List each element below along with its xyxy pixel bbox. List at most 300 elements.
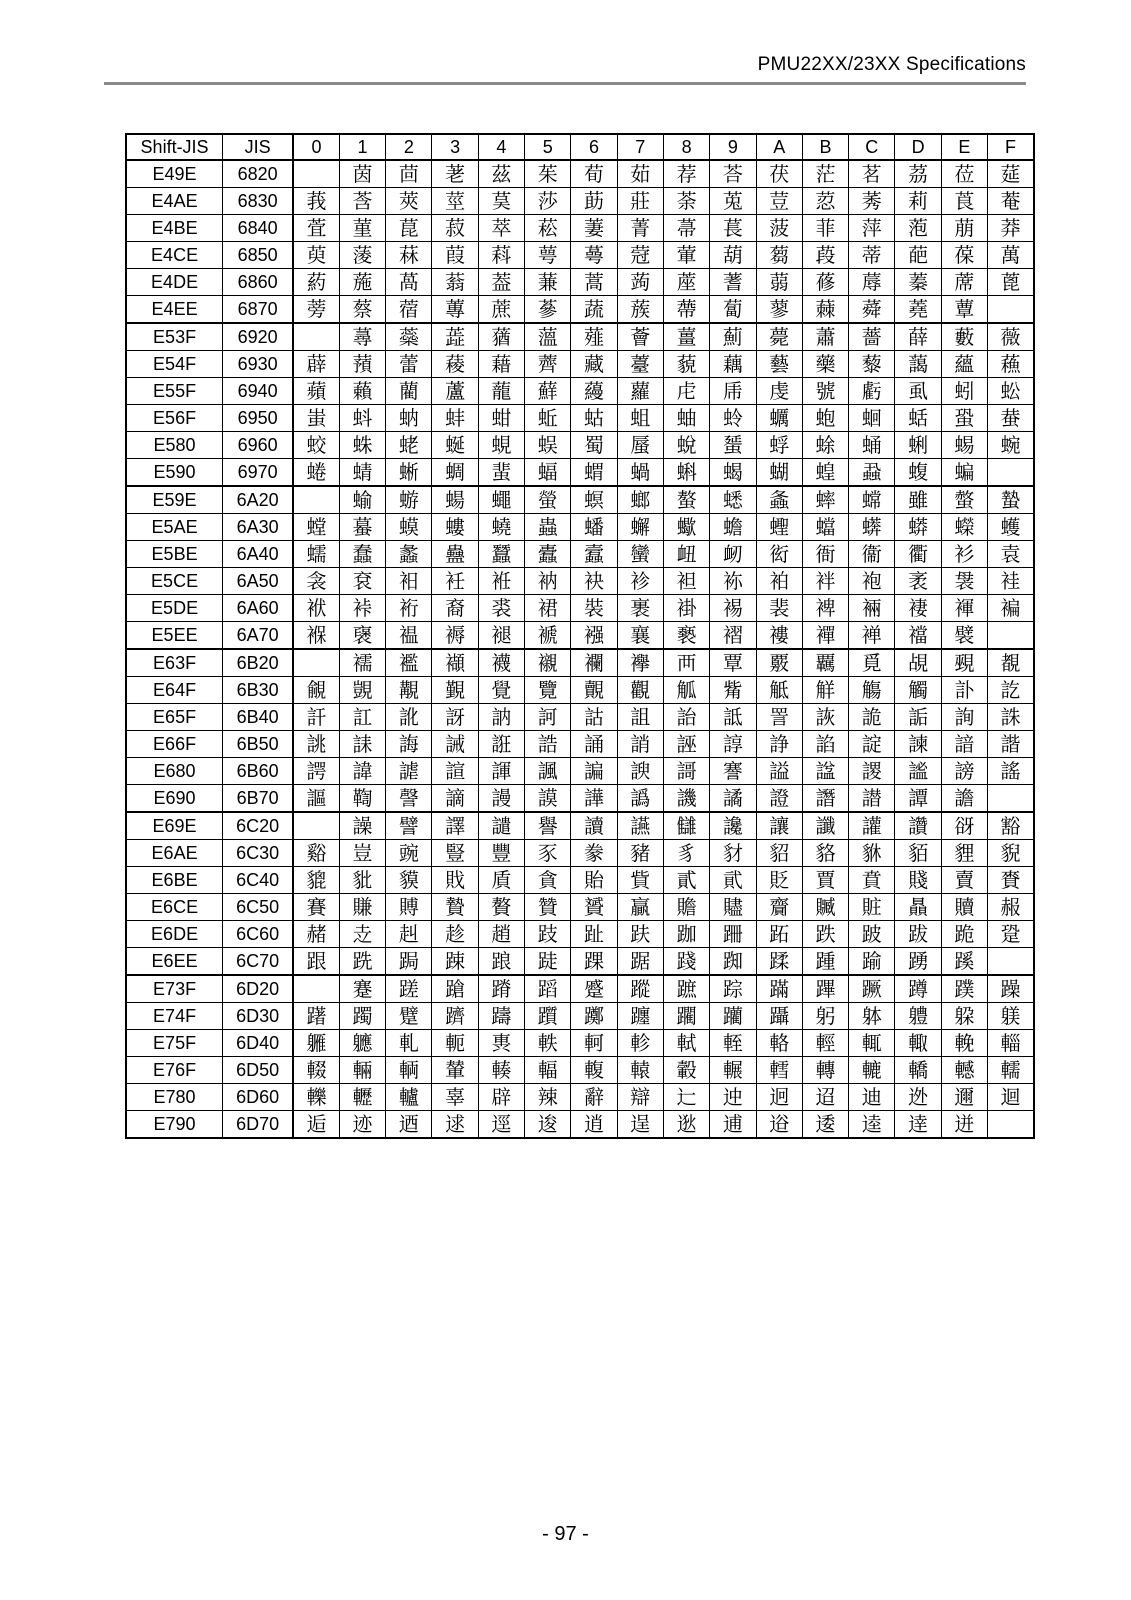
kanji-cell: 袰 (941, 568, 987, 595)
column-header: 4 (478, 134, 524, 160)
kanji-cell: 跚 (710, 921, 756, 948)
jis-code: 6B40 (223, 704, 293, 731)
kanji-cell: 誅 (988, 704, 1034, 731)
kanji-cell: 覿 (571, 677, 617, 704)
kanji-cell: 藜 (849, 351, 895, 378)
kanji-cell: 蟠 (571, 514, 617, 541)
kanji-cell: 豁 (988, 812, 1034, 840)
kanji-cell: 豌 (386, 840, 432, 867)
kanji-cell: 蜒 (432, 432, 478, 459)
kanji-cell: 蝌 (663, 459, 709, 487)
kanji-cell: 輊 (710, 1030, 756, 1057)
kanji-cell: 轆 (849, 1057, 895, 1084)
kanji-cell: 譖 (802, 785, 848, 813)
kanji-cell: 軻 (571, 1030, 617, 1057)
kanji-cell: 轂 (663, 1057, 709, 1084)
kanji-cell: 覯 (386, 677, 432, 704)
kanji-cell: 賽 (293, 894, 339, 921)
kanji-cell: 誄 (339, 731, 385, 758)
kanji-cell (988, 622, 1034, 650)
kanji-cell (988, 785, 1034, 813)
kanji-cell: 蹈 (525, 975, 571, 1003)
kanji-cell: 詼 (802, 704, 848, 731)
kanji-cell: 訖 (988, 677, 1034, 704)
kanji-cell: 迪 (849, 1084, 895, 1111)
kanji-cell: 賤 (895, 867, 941, 894)
kanji-cell: 褻 (663, 622, 709, 650)
jis-code: 6920 (223, 323, 293, 351)
table-row (126, 595, 1034, 622)
kanji-cell: 蘰 (571, 378, 617, 405)
kanji-cell: 蘊 (941, 351, 987, 378)
kanji-cell: 蛩 (941, 405, 987, 432)
kanji-cell: 襁 (571, 622, 617, 650)
kanji-cell: 軼 (525, 1030, 571, 1057)
column-header: 3 (432, 134, 478, 160)
kanji-cell: 襦 (339, 649, 385, 677)
jis-code: 6940 (223, 378, 293, 405)
kanji-cell: 蝴 (756, 459, 802, 487)
kanji-cell: 蒭 (756, 242, 802, 269)
kanji-cell: 蹙 (571, 975, 617, 1003)
kanji-cell: 蟄 (988, 486, 1034, 514)
kanji-cell: 轌 (756, 1057, 802, 1084)
kanji-cell: 貶 (756, 867, 802, 894)
shift-jis-code: E580 (126, 432, 223, 459)
kanji-cell: 蟯 (478, 514, 524, 541)
kanji-cell: 薊 (710, 323, 756, 351)
kanji-cell: 萠 (941, 215, 987, 242)
kanji-cell: 跏 (663, 921, 709, 948)
kanji-cell: 乕 (710, 378, 756, 405)
kanji-cell: 赳 (386, 921, 432, 948)
kanji-cell: 莵 (710, 188, 756, 215)
kanji-cell: 誥 (525, 731, 571, 758)
kanji-cell: 輓 (941, 1030, 987, 1057)
kanji-cell: 襞 (941, 622, 987, 650)
kanji-cell: 貅 (849, 840, 895, 867)
table-row (126, 622, 1034, 650)
kanji-cell: 謖 (849, 758, 895, 785)
column-header: 6 (571, 134, 617, 160)
kanji-cell: 薛 (895, 323, 941, 351)
kanji-cell: 襄 (617, 622, 663, 650)
kanji-cell: 莇 (571, 188, 617, 215)
kanji-cell: 逍 (571, 1111, 617, 1139)
kanji-cell: 蜈 (525, 432, 571, 459)
kanji-cell: 萍 (849, 215, 895, 242)
table-row (126, 405, 1034, 432)
kanji-cell: 藾 (339, 378, 385, 405)
kanji-cell: 轜 (988, 1057, 1034, 1084)
kanji-cell: 轎 (895, 1057, 941, 1084)
kanji-cell: 趺 (617, 921, 663, 948)
kanji-cell: 輟 (293, 1057, 339, 1084)
jis-code: 6870 (223, 296, 293, 324)
kanji-cell: 覘 (895, 649, 941, 677)
kanji-cell: 蛻 (663, 432, 709, 459)
kanji-cell: 葩 (895, 242, 941, 269)
column-header: 0 (293, 134, 339, 160)
column-header: 1 (339, 134, 385, 160)
kanji-cell: 軈 (339, 1030, 385, 1057)
kanji-cell: 蓁 (895, 269, 941, 296)
kanji-cell: 謳 (293, 785, 339, 813)
kanji-cell: 輾 (710, 1057, 756, 1084)
kanji-cell: 蟾 (710, 514, 756, 541)
kanji-cell: 逕 (478, 1111, 524, 1139)
kanji-cell: 萋 (571, 215, 617, 242)
kanji-cell: 蛆 (617, 405, 663, 432)
kanji-cell: 贖 (941, 894, 987, 921)
kanji-cell: 蝨 (849, 459, 895, 487)
column-header: 2 (386, 134, 432, 160)
jis-code: 6C40 (223, 867, 293, 894)
kanji-cell: 覺 (478, 677, 524, 704)
kanji-cell: 褝 (849, 622, 895, 650)
kanji-cell: 觚 (663, 677, 709, 704)
kanji-cell: 迸 (941, 1111, 987, 1139)
table-row (126, 188, 1034, 215)
kanji-cell: 豐 (478, 840, 524, 867)
jis-code: 6C20 (223, 812, 293, 840)
table-row (126, 649, 1034, 677)
kanji-cell: 謗 (941, 758, 987, 785)
kanji-cell: 詭 (849, 704, 895, 731)
kanji-cell: 蝟 (571, 459, 617, 487)
kanji-cell: 蚋 (386, 405, 432, 432)
kanji-cell: 豢 (571, 840, 617, 867)
kanji-cell: 蹼 (941, 975, 987, 1003)
kanji-cell: 蘆 (432, 378, 478, 405)
kanji-cell: 軣 (478, 1030, 524, 1057)
kanji-cell: 襴 (571, 649, 617, 677)
kanji-cell: 萬 (988, 242, 1034, 269)
kanji-cell: 蒻 (756, 269, 802, 296)
kanji-cell: 蚓 (941, 378, 987, 405)
kanji-cell: 誡 (432, 731, 478, 758)
table-row (126, 351, 1034, 378)
column-header: 9 (710, 134, 756, 160)
kanji-cell: 蠅 (478, 486, 524, 514)
kanji-cell: 螽 (756, 486, 802, 514)
column-header: A (756, 134, 802, 160)
kanji-cell: 裲 (849, 595, 895, 622)
kanji-cell: 螳 (293, 514, 339, 541)
kanji-cell: 詁 (571, 704, 617, 731)
kanji-cell: 賁 (849, 867, 895, 894)
kanji-cell: 諚 (849, 731, 895, 758)
shift-jis-code: E780 (126, 1084, 223, 1111)
table-row (126, 785, 1034, 813)
kanji-cell: 躰 (849, 1003, 895, 1030)
kanji-cell: 訌 (339, 704, 385, 731)
kanji-cell: 蠱 (432, 541, 478, 568)
kanji-cell: 蛄 (571, 405, 617, 432)
kanji-cell: 踝 (571, 948, 617, 976)
kanji-cell: 蟀 (802, 486, 848, 514)
kanji-cell: 譛 (849, 785, 895, 813)
kanji-cell: 覃 (710, 649, 756, 677)
kanji-cell: 袢 (802, 568, 848, 595)
kanji-cell: 蹕 (802, 975, 848, 1003)
shift-jis-code: E790 (126, 1111, 223, 1139)
kanji-cell: 譏 (663, 785, 709, 813)
jis-code: 6D70 (223, 1111, 293, 1139)
column-header: F (988, 134, 1034, 160)
kanji-cell: 觸 (895, 677, 941, 704)
kanji-cell: 襠 (895, 622, 941, 650)
kanji-cell: 蓴 (432, 296, 478, 324)
shift-jis-code: E690 (126, 785, 223, 813)
kanji-cell: 荼 (663, 188, 709, 215)
kanji-cell: 貔 (293, 867, 339, 894)
kanji-cell: 蛯 (386, 432, 432, 459)
kanji-cell: 衙 (802, 541, 848, 568)
kanji-cell: 蜆 (478, 432, 524, 459)
kanji-cell: 裙 (525, 595, 571, 622)
shift-jis-code: E4AE (126, 188, 223, 215)
kanji-cell: 躬 (802, 1003, 848, 1030)
kanji-cell: 蝪 (432, 486, 478, 514)
kanji-cell: 謨 (525, 785, 571, 813)
kanji-cell: 藐 (663, 351, 709, 378)
kanji-cell: 莟 (339, 188, 385, 215)
kanji-cell: 賚 (988, 867, 1034, 894)
kanji-cell: 藝 (756, 351, 802, 378)
kanji-cell: 蹤 (617, 975, 663, 1003)
kanji-cell: 蛹 (849, 432, 895, 459)
kanji-cell: 逞 (617, 1111, 663, 1139)
shift-jis-code: E59E (126, 486, 223, 514)
kanji-cell: 諧 (988, 731, 1034, 758)
kanji-cell: 跪 (941, 921, 987, 948)
kanji-cell: 踵 (802, 948, 848, 976)
kanji-cell: 趾 (571, 921, 617, 948)
kanji-cell: 衵 (386, 568, 432, 595)
jis-code: 6B30 (223, 677, 293, 704)
jis-code: 6D20 (223, 975, 293, 1003)
kanji-cell: 躙 (663, 1003, 709, 1030)
kanji-cell (293, 486, 339, 514)
shift-jis-code: E6CE (126, 894, 223, 921)
kanji-cell: 躾 (988, 1003, 1034, 1030)
kanji-cell: 蟐 (849, 486, 895, 514)
kanji-cell: 輌 (386, 1057, 432, 1084)
kanji-cell: 襃 (339, 622, 385, 650)
kanji-cell: 覽 (525, 677, 571, 704)
kanji-cell: 誂 (293, 731, 339, 758)
kanji-cell (293, 160, 339, 188)
kanji-cell: 蓼 (756, 296, 802, 324)
kanji-cell: 蔗 (478, 296, 524, 324)
kanji-cell: 蕕 (478, 323, 524, 351)
kanji-cell: 辷 (663, 1084, 709, 1111)
kanji-cell: 袵 (478, 568, 524, 595)
kanji-cell: 茴 (386, 160, 432, 188)
kanji-cell: 諳 (941, 731, 987, 758)
kanji-cell: 訃 (941, 677, 987, 704)
kanji-cell: 葢 (478, 269, 524, 296)
kanji-cell: 贄 (432, 894, 478, 921)
kanji-cell: 轅 (617, 1057, 663, 1084)
kanji-cell: 蠧 (571, 541, 617, 568)
kanji-cell: 謐 (895, 758, 941, 785)
kanji-cell: 謌 (663, 758, 709, 785)
kanji-cell: 覬 (339, 677, 385, 704)
kanji-cell: 躓 (525, 1003, 571, 1030)
kanji-cell: 迴 (988, 1084, 1034, 1111)
kanji-cell (988, 948, 1034, 976)
kanji-cell (293, 323, 339, 351)
kanji-cell: 蓿 (386, 296, 432, 324)
kanji-cell: 螂 (617, 486, 663, 514)
kanji-cell: 蟒 (895, 514, 941, 541)
kanji-cell: 蹌 (432, 975, 478, 1003)
kanji-cell: 萇 (710, 215, 756, 242)
kanji-cell: 裹 (617, 595, 663, 622)
kanji-cell: 薀 (525, 323, 571, 351)
kanji-cell: 跿 (525, 948, 571, 976)
kanji-cell: 袮 (710, 568, 756, 595)
shift-jis-code: E6BE (126, 867, 223, 894)
shift-jis-code: E63F (126, 649, 223, 677)
kanji-cell (293, 975, 339, 1003)
kanji-cell: 荳 (756, 188, 802, 215)
kanji-cell (988, 1111, 1034, 1139)
kanji-cell: 葯 (293, 269, 339, 296)
kanji-cell: 覊 (802, 649, 848, 677)
kanji-cell: 蜚 (478, 459, 524, 487)
jis-code: 6B20 (223, 649, 293, 677)
kanji-cell: 袤 (895, 568, 941, 595)
table-row (126, 894, 1034, 921)
kanji-cell: 貘 (386, 867, 432, 894)
kanji-cell: 菷 (663, 215, 709, 242)
kanji-cell: 蟲 (525, 514, 571, 541)
kanji-cell: 訥 (478, 704, 524, 731)
page-number: - 97 - (542, 1523, 589, 1545)
kanji-cell: 蚌 (432, 405, 478, 432)
kanji-cell: 蜉 (756, 432, 802, 459)
kanji-cell: 蠑 (941, 514, 987, 541)
kanji-cell: 蛟 (293, 432, 339, 459)
kanji-cell: 譚 (895, 785, 941, 813)
shift-jis-code: E4DE (126, 269, 223, 296)
kanji-cell: 觧 (802, 677, 848, 704)
kanji-cell: 葹 (339, 269, 385, 296)
kanji-cell: 踟 (710, 948, 756, 976)
kanji-cell: 蓚 (802, 269, 848, 296)
kanji-cell: 跌 (802, 921, 848, 948)
kanji-cell: 薤 (571, 323, 617, 351)
shift-jis-code: E64F (126, 677, 223, 704)
kanji-cell: 莊 (617, 188, 663, 215)
kanji-cell: 蠶 (478, 541, 524, 568)
kanji-cell: 裝 (571, 595, 617, 622)
kanji-cell: 蝓 (339, 486, 385, 514)
kanji-cell: 蒂 (849, 242, 895, 269)
kanji-cell: 褊 (988, 595, 1034, 622)
kanji-cell: 蠹 (525, 541, 571, 568)
kanji-cell: 誣 (663, 731, 709, 758)
kanji-cell: 蠕 (293, 541, 339, 568)
kanji-cell: 躪 (710, 1003, 756, 1030)
kanji-cell: 讀 (571, 812, 617, 840)
column-header: E (941, 134, 987, 160)
kanji-cell: 薹 (617, 351, 663, 378)
kanji-cell: 諱 (339, 758, 385, 785)
kanji-cell: 贅 (478, 894, 524, 921)
kanji-cell: 蕚 (571, 242, 617, 269)
kanji-cell: 螻 (432, 514, 478, 541)
kanji-cell: 諢 (478, 758, 524, 785)
kanji-cell: 谿 (293, 840, 339, 867)
shift-jis-code: E69E (126, 812, 223, 840)
kanji-cell: 菫 (339, 215, 385, 242)
kanji-cell: 袒 (663, 568, 709, 595)
kanji-cell: 軅 (293, 1030, 339, 1057)
kanji-cell: 豈 (339, 840, 385, 867)
kanji-cell: 詢 (941, 704, 987, 731)
kanji-cell: 蹣 (756, 975, 802, 1003)
kanji-cell: 蜴 (941, 432, 987, 459)
table-row (126, 432, 1034, 459)
kanji-cell (988, 459, 1034, 487)
kanji-cell: 諡 (802, 758, 848, 785)
table-row (126, 948, 1034, 976)
kanji-cell: 蹉 (386, 975, 432, 1003)
kanji-cell: 蜃 (617, 432, 663, 459)
kanji-cell: 逧 (756, 1111, 802, 1139)
kanji-cell: 螯 (663, 486, 709, 514)
kanji-cell: 誦 (571, 731, 617, 758)
kanji-cell: 輛 (339, 1057, 385, 1084)
table-row (126, 812, 1034, 840)
kanji-cell: 貍 (941, 840, 987, 867)
kanji-cell: 藏 (571, 351, 617, 378)
kanji-cell: 茯 (756, 160, 802, 188)
kanji-cell: 蓙 (663, 269, 709, 296)
kanji-cell: 趁 (432, 921, 478, 948)
kanji-cell: 躅 (339, 1003, 385, 1030)
kanji-cell: 蟷 (802, 514, 848, 541)
kanji-cell: 虧 (849, 378, 895, 405)
kanji-cell: 謚 (756, 758, 802, 785)
kanji-cell: 豸 (663, 840, 709, 867)
jis-code: 6A60 (223, 595, 293, 622)
kanji-cell: 諞 (571, 758, 617, 785)
kanji-cell: 裄 (386, 595, 432, 622)
kanji-cell: 輅 (756, 1030, 802, 1057)
jis-code: 6A70 (223, 622, 293, 650)
kanji-cell: 藪 (941, 323, 987, 351)
kanji-cell: 逵 (849, 1111, 895, 1139)
kanji-cell: 輦 (432, 1057, 478, 1084)
kanji-cell: 茵 (339, 160, 385, 188)
kanji-cell: 跛 (849, 921, 895, 948)
kanji-cell: 跟 (293, 948, 339, 976)
kanji-cell: 號 (802, 378, 848, 405)
kanji-cell: 軆 (895, 1003, 941, 1030)
kanji-cell: 邇 (941, 1084, 987, 1111)
kanji-cell: 踰 (849, 948, 895, 976)
kanji-cell: 雖 (895, 486, 941, 514)
jis-code: 6930 (223, 351, 293, 378)
kanji-cell: 蒟 (617, 269, 663, 296)
page-header-title: PMU22XX/23XX Specifications (757, 54, 1026, 75)
jis-code: 6C60 (223, 921, 293, 948)
